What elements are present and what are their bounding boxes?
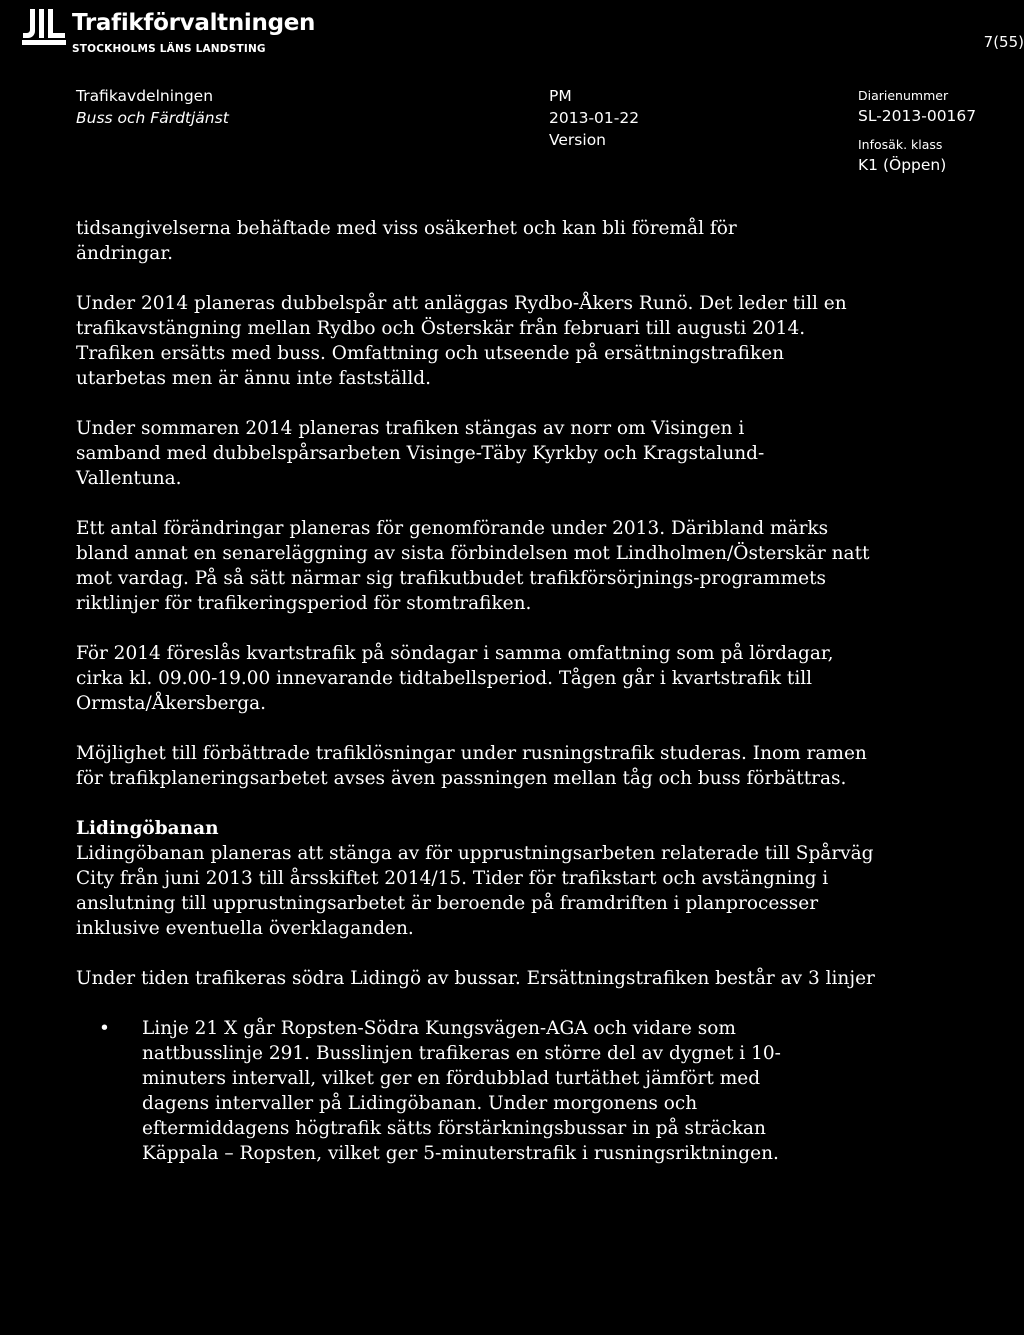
doc-date: 2013-01-22 [549, 109, 640, 127]
version-label: Version [549, 131, 606, 149]
diary-label: Diarienummer [858, 88, 949, 103]
class-value: K1 (Öppen) [858, 156, 947, 174]
paragraph: Under sommaren 2014 planeras trafiken stängas av norr om Visingen i samband med dubbelspårsarbeten Visinge-Täby Kyrkby och Kragstalund-Vallentuna. [76, 418, 765, 489]
section-heading: Lidingöbanan [76, 818, 219, 839]
page-number: 7(55) [983, 33, 1024, 51]
department: Trafikavdelningen [76, 87, 214, 105]
paragraph: Lidingöbanan planeras att stänga av för upprustningsarbeten relaterade till Spårväg City från juni 2013 till årsskiftet 2014/15. Tider för trafikstart och avstängning i anslutning till upprustningsarbetet är beroende på framdriften i planprocesser inklusive eventuella överklaganden. [76, 843, 874, 939]
list-item: • Linje 21 X går Ropsten-Södra Kungsvägen-AGA och vidare som nattbusslinje 291. Busslinjen trafikeras en större del av dygnet i 10-minuters intervall, vilket ger en fördubblad turtäthet jämfört med dagens intervaller på Lidingöbanan. Under morgonens och eftermiddagens högtrafik sätts förstärkningsbussar in på sträckan Käppala – Ropsten, vilket ger 5-minuterstrafik i rusningsriktningen. [76, 1016, 824, 1166]
unit: Buss och Färdtjänst [76, 109, 229, 127]
paragraph: tidsangivelserna behäftade med viss osäkerhet och kan bli föremål för ändringar. [76, 218, 737, 264]
class-label: Infosäk. klass [858, 137, 943, 152]
paragraph: Under 2014 planeras dubbelspår att anläggas Rydbo-Åkers Runö. Det leder till en trafikavstängning mellan Rydbo och Österskär från februari till augusti 2014. Trafiken ersätts med buss. Omfattning och utseende på ersättningstrafiken utarbetas men är ännu inte fastställd. [76, 293, 847, 389]
bullet-list [76, 1016, 956, 1166]
paragraph: Ett antal förändringar planeras för genomförande under 2013. Däribland märks bland annat en senareläggning av sista förbindelsen mot Lindholmen/Österskär natt mot vardag. På så sätt närmar sig trafikutbudet trafikförsörjnings-programmets riktlinjer för trafikeringsperiod för stomtrafiken. [76, 518, 870, 614]
org-subtitle: STOCKHOLMS LÄNS LANDSTING [72, 43, 266, 55]
header-logo [20, 7, 320, 55]
paragraph: Möjlighet till förbättrade trafiklösningar under rusningstrafik studeras. Inom ramen för trafikplaneringsarbetet avses även passningen mellan tåg och buss förbättras. [76, 743, 867, 789]
document-body [76, 216, 956, 1166]
paragraph: För 2014 föreslås kvartstrafik på söndagar i samma omfattning som på lördagar, cirka kl. 09.00-19.00 innevarande tidtabellsperiod. Tågen går i kvartstrafik till Ormsta/Åkersberga. [76, 643, 834, 714]
paragraph: Under tiden trafikeras södra Lidingö av bussar. Ersättningstrafiken består av 3 linjer [76, 968, 875, 989]
trafikforvaltningen-logo-icon [20, 7, 68, 47]
meta-department-block [76, 85, 229, 129]
org-name: Trafikförvaltningen [72, 10, 316, 36]
doc-type: PM [549, 87, 572, 105]
meta-diary-block [858, 87, 976, 176]
diary-number: SL-2013-00167 [858, 107, 977, 125]
meta-document-block [549, 85, 639, 151]
